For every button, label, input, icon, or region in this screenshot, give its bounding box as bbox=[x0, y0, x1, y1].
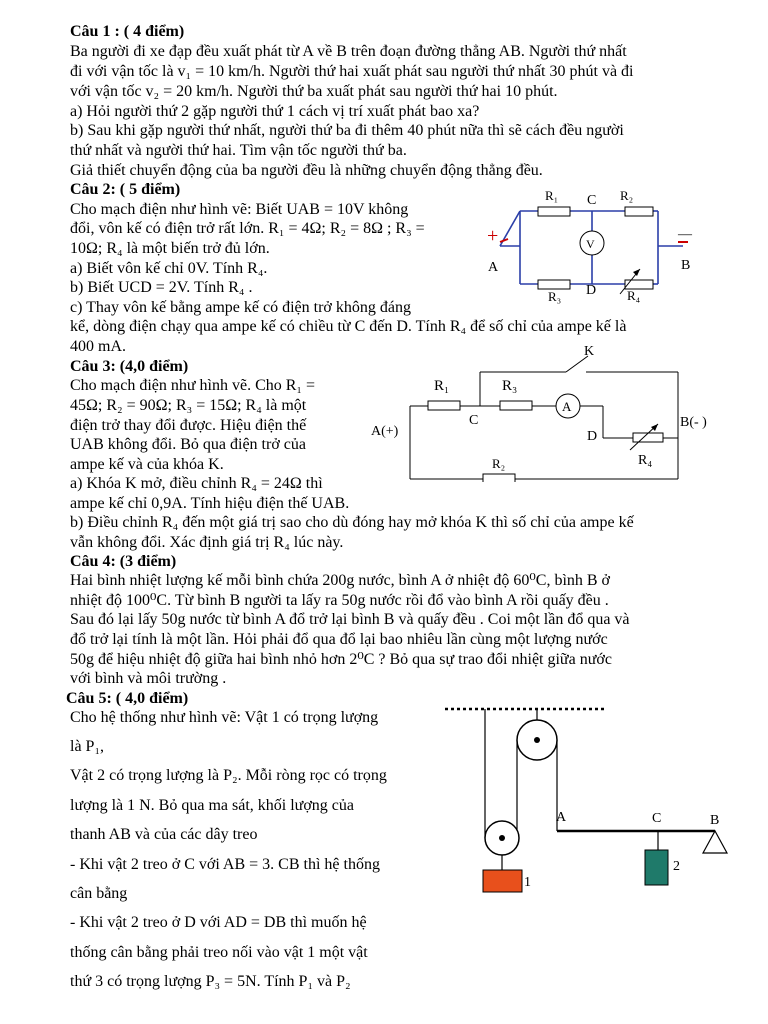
label-r1: R₁ bbox=[434, 378, 450, 394]
label-c: C bbox=[652, 811, 662, 826]
q5-pulley-diagram bbox=[440, 700, 740, 900]
q5-line: - Khi vật 2 treo ở C với AB = 3. CB thì hệ thống bbox=[70, 856, 380, 873]
q3-title: Câu 3: (4,0 điểm) bbox=[70, 358, 189, 375]
q3-line: Cho mạch điện như hình vẽ. Cho R₁ = bbox=[70, 377, 316, 394]
label-d: D bbox=[587, 429, 598, 444]
q2-line: 10Ω; R₄ là một biến trở đủ lớn. bbox=[70, 240, 270, 257]
label-b: B bbox=[681, 258, 691, 273]
q2-title: Câu 2: ( 5 điểm) bbox=[70, 181, 181, 198]
q5-line: cân bằng bbox=[70, 885, 128, 902]
q4-line: đổ trở lại tính là một lần. Hỏi phải đổ qua đổ lại bao nhiêu lần cùng một lượng nước bbox=[70, 631, 608, 648]
q5-line: - Khi vật 2 treo ở D với AD = DB thì muốn hệ bbox=[70, 914, 367, 931]
q1-line: b) Sau khi gặp người thứ nhất, người thứ ba đi thêm 40 phút nữa thì sẽ cách đều người bbox=[70, 122, 624, 139]
q5-line: lượng là 1 N. Bỏ qua ma sát, khối lượng của bbox=[70, 797, 354, 814]
plus-terminal: + bbox=[487, 225, 499, 247]
label-b-minus: B(- ) bbox=[680, 415, 707, 430]
label-d: D bbox=[586, 283, 597, 298]
q4-line: Hai bình nhiệt lượng kế mỗi bình chứa 200g nước, bình A ở nhiệt độ 60⁰C, bình B ở bbox=[70, 572, 611, 589]
ammeter-label: A bbox=[562, 399, 572, 414]
q3-line: 45Ω; R₂ = 90Ω; R₃ = 15Ω; R₄ là một bbox=[70, 397, 307, 414]
q1-line: Giả thiết chuyển động của ba người đều là những chuyển động thẳng đều. bbox=[70, 162, 543, 179]
label-k: K bbox=[584, 344, 595, 359]
q4-line: Sau đó lại lấy 50g nước từ bình A đổ trở lại bình B và quấy đều . Coi một lần đổ qua và bbox=[70, 611, 630, 628]
weight-2 bbox=[645, 850, 668, 885]
resistor-r2 bbox=[483, 474, 515, 482]
label-c: C bbox=[587, 193, 597, 208]
pivot-b bbox=[703, 831, 727, 853]
voltmeter-label: V bbox=[586, 237, 595, 251]
q2-line: 400 mA. bbox=[70, 338, 126, 355]
label-r3: R₃ bbox=[548, 289, 562, 304]
q4-line: 50g để hiệu nhiệt độ giữa hai bình nhỏ hơn 2⁰C ? Bỏ qua sự trao đổi nhiệt giữa nước bbox=[70, 651, 612, 668]
q1-line: đi với vận tốc là v₁ = 10 km/h. Người thứ hai xuất phát sau người thứ nhất 30 phút và đi bbox=[70, 63, 634, 80]
q2-line: c) Thay vôn kế bằng ampe kế có điện trở không đáng bbox=[70, 299, 411, 316]
minus-terminal: — bbox=[678, 227, 692, 242]
label-r2: R₂ bbox=[620, 188, 634, 203]
label-a-plus: A(+) bbox=[371, 424, 399, 439]
resistor-r3 bbox=[500, 401, 532, 410]
q5-line: Cho hệ thống như hình vẽ: Vật 1 có trọng lượng bbox=[70, 709, 379, 726]
q3-circuit-diagram bbox=[368, 342, 728, 482]
q2-line: đổi, vôn kế có điện trở rất lớn. R₁ = 4Ω; R₂ = 8Ω ; R₃ = bbox=[70, 220, 425, 237]
resistor-r2 bbox=[625, 207, 653, 216]
q5-title: Câu 5: ( 4,0 điểm) bbox=[66, 690, 189, 707]
label-weight-1: 1 bbox=[524, 875, 531, 890]
q2-line: b) Biết UCD = 2V. Tính R₄ . bbox=[70, 279, 253, 296]
label-r1: R₁ bbox=[545, 188, 559, 203]
q3-line: điện trở thay đổi được. Hiệu điện thế bbox=[70, 417, 307, 434]
q4-line: nhiệt độ 100⁰C. Từ bình B người ta lấy ra 50g nước rồi đổ vào bình A rồi quấy đều . bbox=[70, 592, 609, 609]
q5-line: thứ 3 có trọng lượng P₃ = 5N. Tính P₁ và P₂ bbox=[70, 973, 351, 990]
q5-line: thanh AB và của các dây treo bbox=[70, 826, 258, 843]
q2-circuit-diagram bbox=[480, 184, 710, 304]
q4-title: Câu 4: (3 điểm) bbox=[70, 553, 177, 570]
label-r4: R₄ bbox=[627, 288, 641, 303]
q3-line: a) Khóa K mở, điều chỉnh R₄ = 24Ω thì bbox=[70, 475, 323, 492]
q1-line: Ba người đi xe đạp đều xuất phát từ A về B trên đoạn đường thẳng AB. Người thứ nhất bbox=[70, 43, 627, 60]
weight-1 bbox=[483, 870, 522, 892]
resistor-r4 bbox=[633, 433, 663, 442]
q2-line: a) Biết vôn kế chỉ 0V. Tính R₄. bbox=[70, 260, 268, 277]
resistor-r1 bbox=[428, 401, 460, 410]
q3-line: vẫn không đổi. Xác định giá trị R₄ lúc này. bbox=[70, 534, 344, 551]
q1-title: Câu 1 : ( 4 điểm) bbox=[70, 23, 185, 40]
q1-line: thứ nhất và người thứ hai. Tìm vận tốc người thứ ba. bbox=[70, 142, 407, 159]
label-r3: R₃ bbox=[502, 378, 518, 394]
q5-line: thống cân bằng phải treo nối vào vật 1 một vật bbox=[70, 944, 368, 961]
q5-line: là P₁, bbox=[70, 738, 105, 755]
q1-line: a) Hỏi người thứ 2 gặp người thứ 1 cách vị trí xuất phát bao xa? bbox=[70, 103, 480, 120]
q3-line: ampe kế chỉ 0,9A. Tính hiệu điện thế UAB. bbox=[70, 495, 350, 512]
q3-line: UAB không đổi. Bỏ qua điện trở của bbox=[70, 436, 306, 453]
label-b: B bbox=[710, 813, 720, 828]
label-a: A bbox=[488, 260, 499, 275]
q1-line: với vận tốc v₂ = 20 km/h. Người thứ ba xuất phát sau người thứ hai 10 phút. bbox=[70, 83, 558, 100]
label-weight-2: 2 bbox=[673, 859, 680, 874]
resistor-r1 bbox=[538, 207, 570, 216]
q4-line: với bình và môi trường . bbox=[70, 670, 227, 687]
resistor-r3 bbox=[538, 280, 570, 289]
label-r2: R₂ bbox=[492, 456, 506, 471]
q2-line: kể, dòng điện chạy qua ampe kế có chiều từ C đến D. Tính R₄ để số chỉ của ampe kế là bbox=[70, 318, 627, 335]
q2-line: Cho mạch điện như hình vẽ: Biết UAB = 10V không bbox=[70, 201, 409, 218]
q3-line: b) Điều chỉnh R₄ đến một giá trị sao cho dù đóng hay mở khóa K thì số chỉ của ampe kế bbox=[70, 514, 634, 531]
label-a: A bbox=[556, 810, 567, 825]
q3-line: ampe kế và của khóa K. bbox=[70, 456, 224, 473]
label-r4: R₄ bbox=[638, 453, 653, 468]
label-c: C bbox=[469, 413, 479, 428]
q5-line: Vật 2 có trọng lượng là P₂. Mỗi ròng rọc có trọng bbox=[70, 767, 387, 784]
